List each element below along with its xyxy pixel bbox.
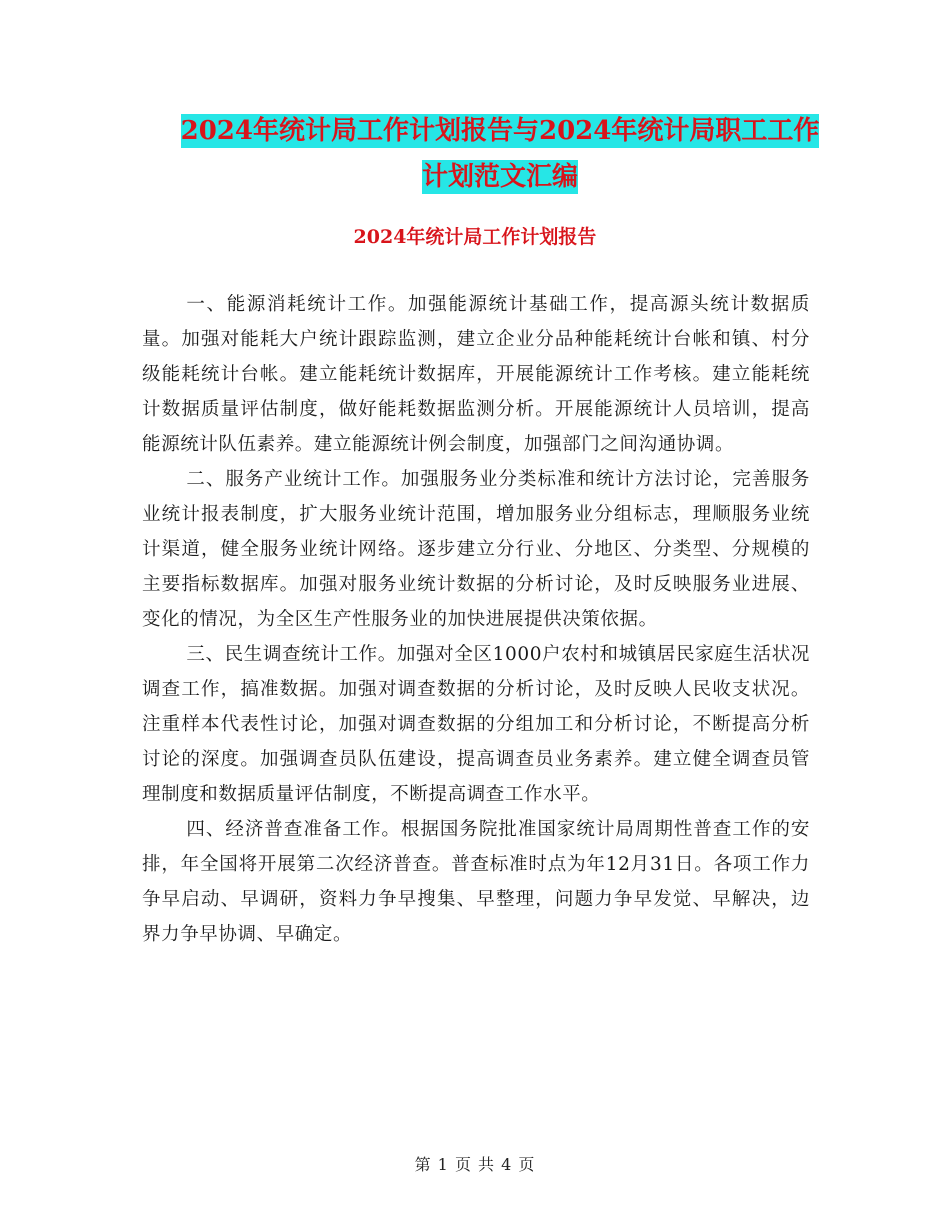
page-footer: 第 1 页 共 4 页 xyxy=(414,1155,536,1174)
paragraph-livelihood: 三、民生调查统计工作。加强对全区1000户农村和城镇居民家庭生活状况调查工作，搞准数据。加强对调查数据的分析讨论，及时反映人民收支状况。注重样本代表性讨论，加强对调查数据的分组加工和分析讨论，不断提高分析讨论的深度。加强调查员队伍建设，提高调查员业务素养。建立健全调查员管理制度和数据质量评估制度，不断提高调查工作水平。 xyxy=(142,644,810,805)
document-title xyxy=(140,108,860,200)
paragraph-census: 四、经济普查准备工作。根据国务院批准国家统计局周期性普查工作的安排，年全国将开展第二次经济普查。普查标准时点为年12月31日。各项工作力争早启动、早调研，资料力争早搜集、早整理，问题力争早发觉、早解决，边界力争早协调、早确定。 xyxy=(142,819,810,945)
document-title-line-2: 计划范文汇编 xyxy=(421,162,578,192)
document-body xyxy=(142,287,810,952)
paragraph-energy: 一、能源消耗统计工作。加强能源统计基础工作，提高源头统计数据质量。加强对能耗大户统计跟踪监测，建立企业分品种能耗统计台帐和镇、村分级能耗统计台帐。建立能耗统计数据库，开展能源统计工作考核。建立能耗统计数据质量评估制度，做好能耗数据监测分析。开展能源统计人员培训，提高能源统计队伍素养。建立能源统计例会制度，加强部门之间沟通协调。 xyxy=(142,294,810,455)
section-title: 2024年统计局工作计划报告 xyxy=(353,226,597,248)
paragraph-service: 二、服务产业统计工作。加强服务业分类标准和统计方法讨论，完善服务业统计报表制度，扩大服务业统计范围，增加服务业分组标志，理顺服务业统计渠道，健全服务业统计网络。逐步建立分行业、分地区、分类型、分规模的主要指标数据库。加强对服务业统计数据的分析讨论，及时反映服务业进展、变化的情况，为全区生产性服务业的加快进展提供决策依据。 xyxy=(142,469,810,630)
document-title-line-1: 2024年统计局工作计划报告与2024年统计局职工工作 xyxy=(180,116,820,146)
